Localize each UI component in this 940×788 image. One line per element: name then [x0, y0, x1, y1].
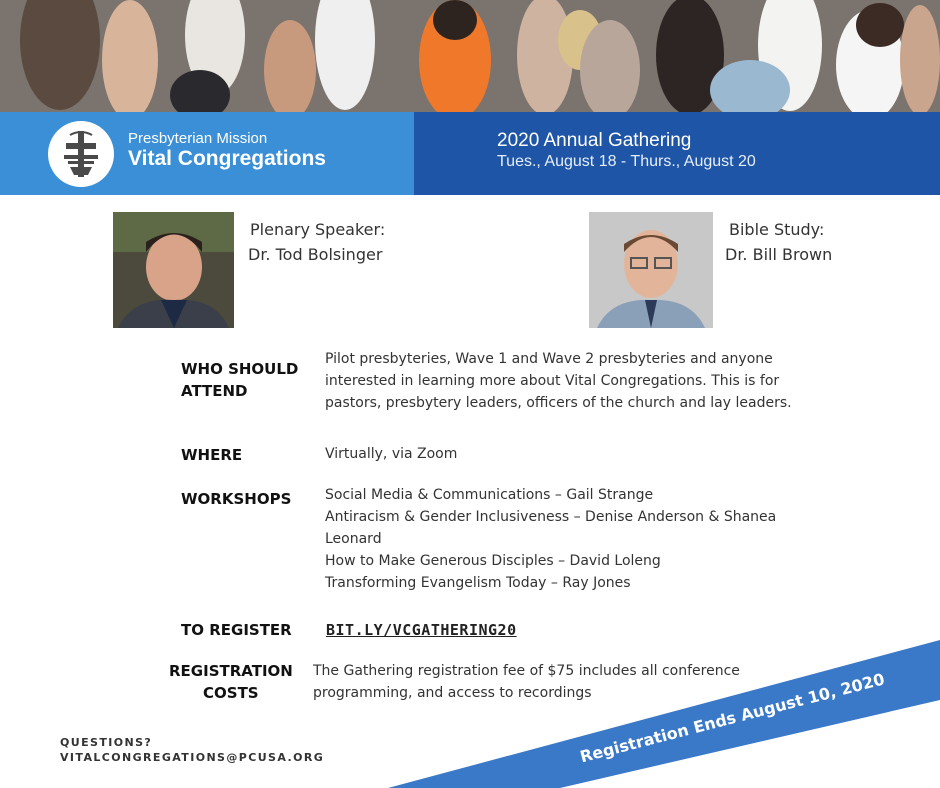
who-label-line2: ATTEND — [181, 382, 248, 400]
registration-deadline: Registration Ends August 10, 2020 — [578, 669, 887, 767]
costs-line: programming, and access to recordings — [313, 685, 592, 701]
contact-email[interactable]: VITALCONGREGATIONS@PCUSA.ORG — [60, 751, 325, 764]
org-name-line2: Vital Congregations — [128, 147, 326, 170]
speaker-name-2: Dr. Bill Brown — [725, 245, 833, 264]
where-label: WHERE — [181, 446, 243, 464]
who-line: pastors, presbytery leaders, officers of the church and lay leaders. — [325, 395, 792, 411]
costs-label-line1: REGISTRATION — [169, 662, 293, 680]
workshop-item: Social Media & Communications – Gail Strange — [325, 487, 654, 503]
speaker-name-1: Dr. Tod Bolsinger — [248, 245, 383, 264]
register-link[interactable]: BIT.LY/VCGATHERING20 — [326, 621, 517, 639]
who-line: Pilot presbyteries, Wave 1 and Wave 2 presbyteries and anyone — [325, 351, 773, 367]
event-title: 2020 Annual Gathering — [497, 130, 692, 151]
who-line: interested in learning more about Vital Congregations. This is for — [325, 373, 780, 389]
where-value: Virtually, via Zoom — [325, 446, 458, 462]
workshop-item: Leonard — [325, 531, 382, 547]
questions-label: QUESTIONS? — [60, 736, 153, 749]
workshop-item: Transforming Evangelism Today – Ray Jones — [325, 575, 631, 591]
costs-line: The Gathering registration fee of $75 includes all conference — [313, 663, 740, 679]
register-label: TO REGISTER — [181, 621, 292, 639]
who-label-line1: WHO SHOULD — [181, 360, 299, 378]
org-name-line1: Presbyterian Mission — [128, 130, 268, 147]
costs-label-line2: COSTS — [203, 684, 259, 702]
event-dates: Tues., August 18 - Thurs., August 20 — [497, 153, 756, 170]
speaker-role-2: Bible Study: — [729, 220, 825, 239]
speaker-role-1: Plenary Speaker: — [250, 220, 386, 239]
workshops-label: WORKSHOPS — [181, 490, 292, 508]
workshop-item: How to Make Generous Disciples – David Loleng — [325, 553, 661, 569]
workshop-item: Antiracism & Gender Inclusiveness – Denise Anderson & Shanea — [325, 509, 777, 525]
